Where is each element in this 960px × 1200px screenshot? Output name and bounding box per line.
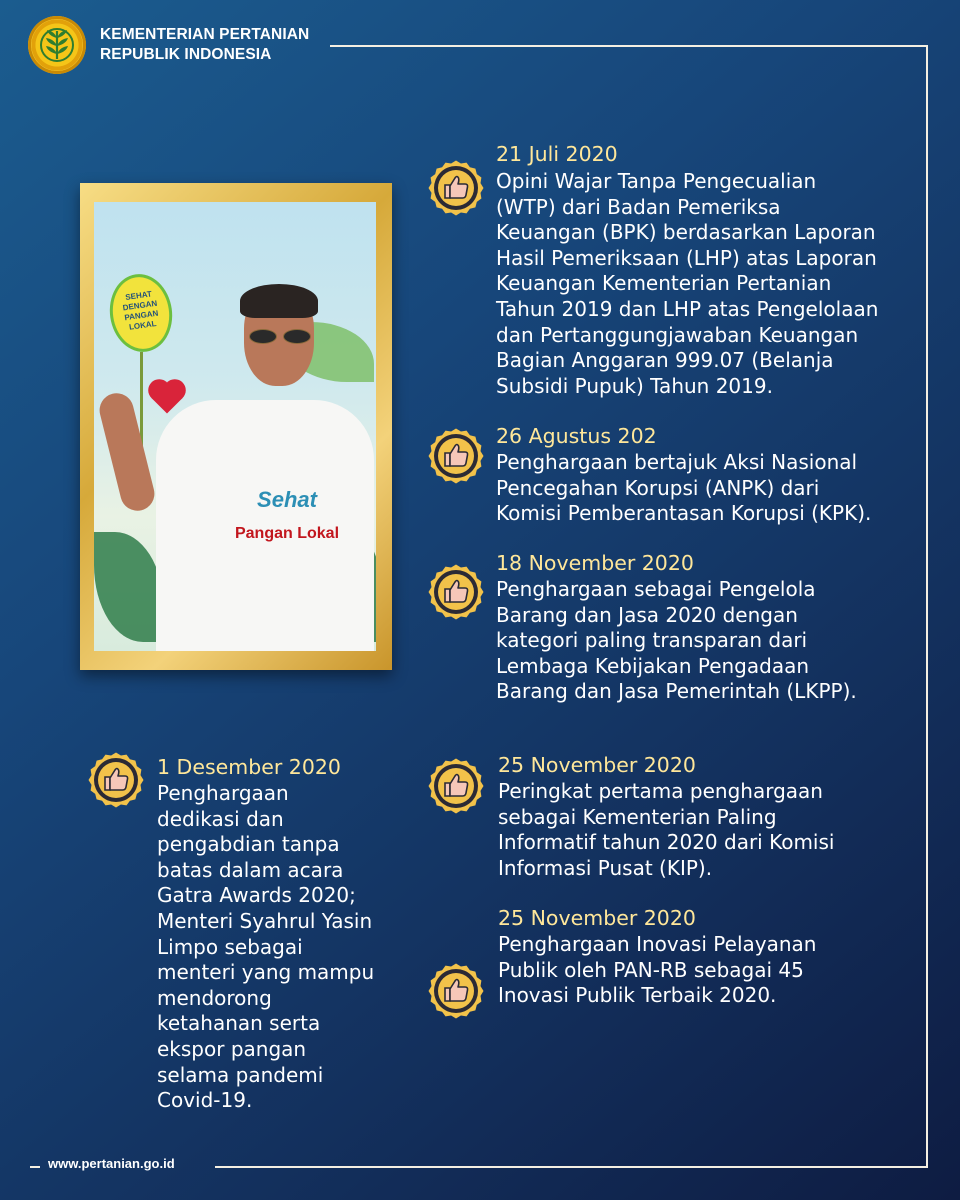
ministry-name-line1: KEMENTERIAN PERTANIAN <box>100 26 310 43</box>
minister-photo <box>94 202 376 651</box>
award-text: Peringkat pertama penghargaan sebagai Kementerian Paling Informatif tahun 2020 dari Komisi Informasi Pusat (KIP). <box>498 779 835 880</box>
thumbs-up-icon <box>428 963 484 1019</box>
award-date: 25 November 2020 <box>498 753 696 777</box>
heart-icon <box>151 382 182 413</box>
photo-frame <box>80 183 392 670</box>
award-text: Penghargaan sebagai Pengelola Barang dan Jasa 2020 dengan kategori paling transparan dari Lembaga Kebijakan Pengadaan Barang dan Jasa Pemerintah (LKPP). <box>496 577 857 704</box>
award-date: 26 Agustus 202 <box>496 424 657 448</box>
award-text: Penghargaan dedikasi dan pengabdian tanpa batas dalam acara Gatra Awards 2020; Menteri Syahrul Yasin Limpo sebagai menteri yang mampu mendorong ketahanan serta ekspor pangan selama pandemi Covid-19. <box>157 781 375 1113</box>
award-date: 25 November 2020 <box>498 906 696 930</box>
award-text: Opini Wajar Tanpa Pengecualian (WTP) dari Badan Pemeriksa Keuangan (BPK) berdasarkan Laporan Hasil Pemeriksaan (LHP) atas Laporan Keuangan Kementerian Pertanian Tahun 2019 dan LHP atas Pengelolaan dan Pertanggungjawaban Keuangan Bagian Anggaran 999.07 (Belanja Subsidi Pupuk) Tahun 2019. <box>496 169 879 398</box>
person-hair <box>240 284 318 318</box>
ministry-name-line2: REPUBLIK INDONESIA <box>100 46 272 63</box>
thumbs-up-icon <box>428 564 484 620</box>
award-text: Penghargaan Inovasi Pelayanan Publik oleh PAN-RB sebagai 45 Inovasi Publik Terbaik 2020. <box>498 932 817 1008</box>
shirt-print <box>212 487 362 543</box>
footer-url: www.pertanian.go.id <box>48 1156 175 1171</box>
shirt-print-line2: Pangan Lokal <box>234 525 340 542</box>
thumbs-up-icon <box>428 758 484 814</box>
award-date: 21 Juli 2020 <box>496 142 618 166</box>
ministry-name <box>100 25 309 65</box>
award-date: 18 November 2020 <box>496 551 694 575</box>
raised-arm <box>96 390 158 515</box>
award-date: 1 Desember 2020 <box>157 755 341 779</box>
frame-line-right <box>926 45 928 1168</box>
award-text: Penghargaan bertajuk Aksi Nasional Pencegahan Korupsi (ANPK) dari Komisi Pemberantasan Korupsi (KPK). <box>496 450 872 526</box>
sunglasses <box>249 329 311 343</box>
thumbs-up-icon <box>428 160 484 216</box>
thumbs-up-icon <box>428 428 484 484</box>
sign-fan: SEHAT DENGAN PANGAN LOKAL <box>105 270 177 356</box>
frame-line-bottom-left <box>30 1166 40 1168</box>
thumbs-up-icon <box>88 752 144 808</box>
frame-line-top <box>330 45 928 47</box>
frame-line-bottom <box>215 1166 928 1168</box>
ministry-logo <box>28 16 86 74</box>
shirt-print-line1: Sehat <box>257 487 317 512</box>
